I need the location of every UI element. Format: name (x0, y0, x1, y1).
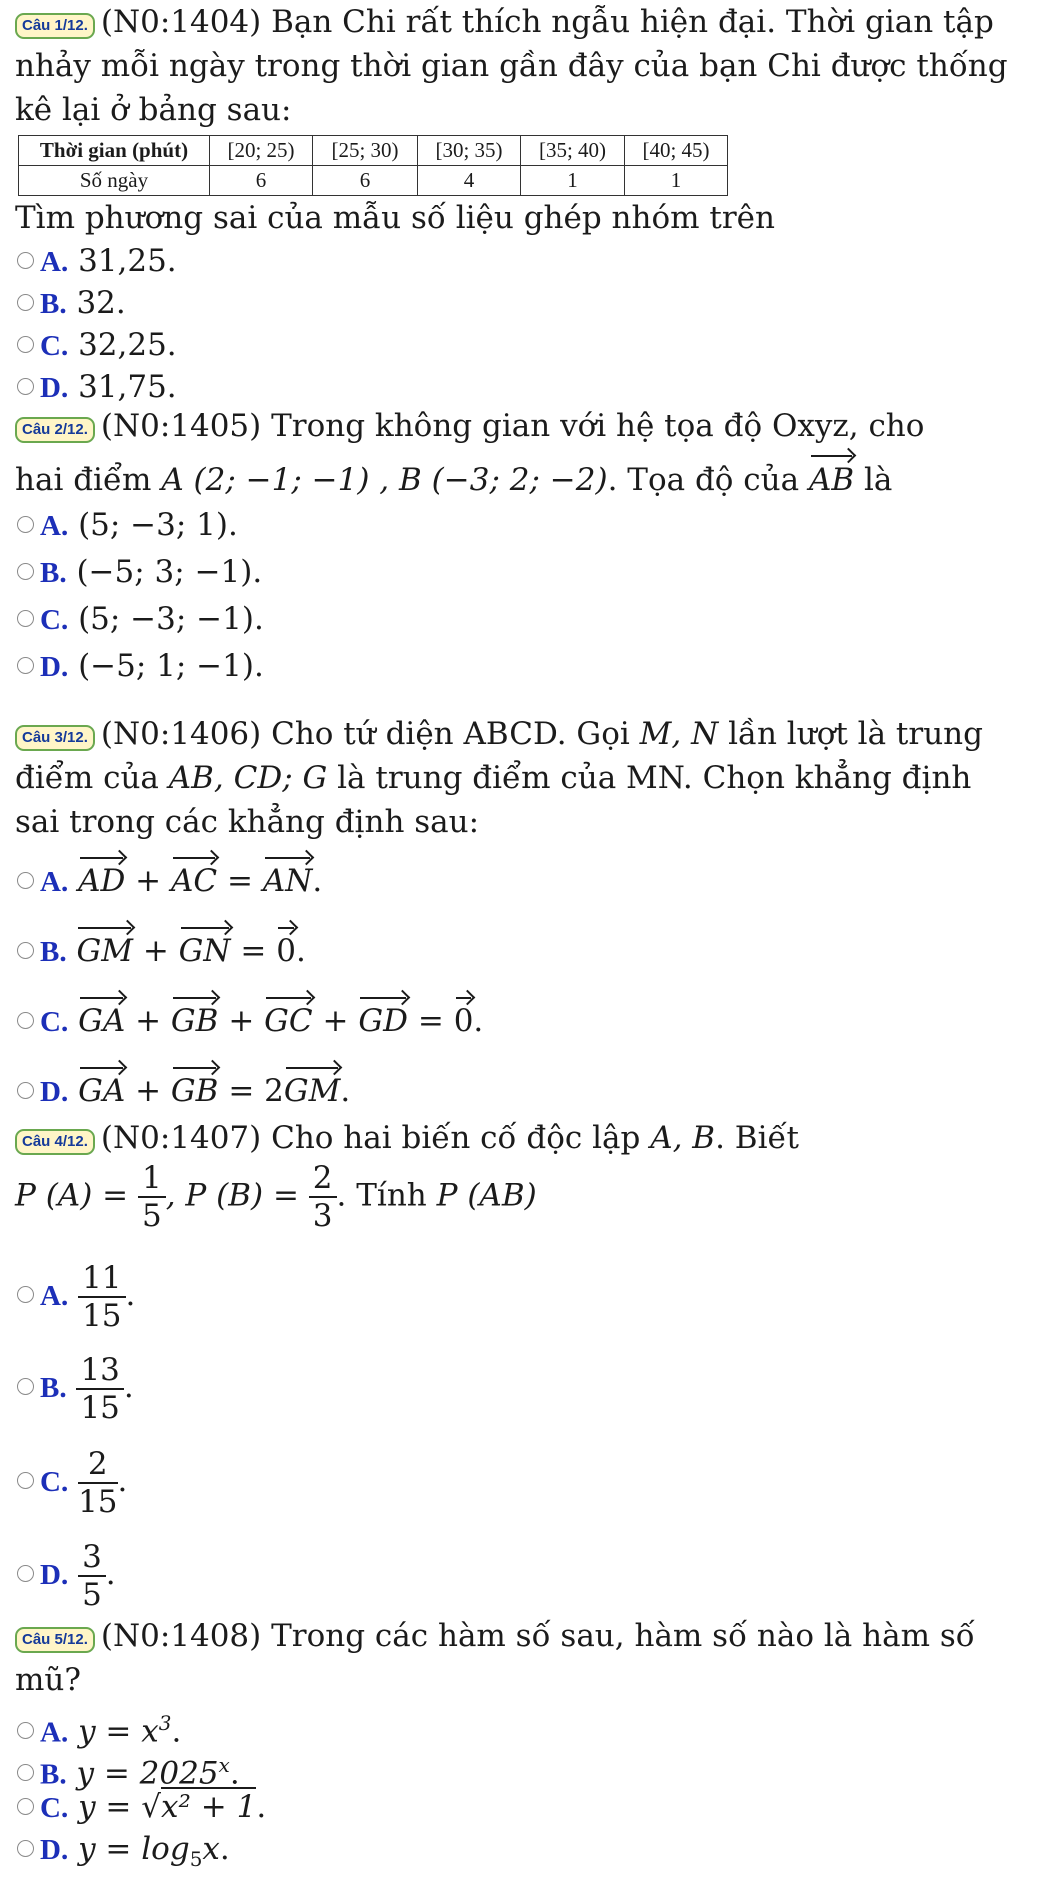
question-4-text: Câu 4/12. (N0:1407) Cho hai biến cố độc lập A, B. Biết (0, 1116, 1049, 1160)
radio-button[interactable] (17, 1722, 34, 1739)
question-5-text: Câu 5/12. (N0:1408) Trong các hàm số sau, hàm số nào là hàm số mũ? (15, 1618, 975, 1698)
option-d[interactable]: D. $\frac{3}{5}$ . (0, 1528, 1049, 1620)
question-badge: Câu 1/12. (15, 13, 95, 39)
question-4 (0, 1116, 1049, 1620)
vector: GD (358, 1000, 408, 1042)
fraction: $\frac{3}{5}$ (78, 1539, 106, 1613)
zero-vector: 0 (454, 1000, 474, 1042)
vector: GA (78, 1070, 125, 1112)
question-5 (0, 1614, 1049, 1870)
table-cell: [30; 35) (418, 136, 521, 166)
question-3 (0, 712, 1049, 1112)
question-3-text: Câu 3/12. (N0:1406) Cho tứ diện ABCD. Gọi M, N lần lượt là trung điểm của AB, CD; G là trung điểm của MN. Chọn khẳng định sai trong các khẳng định sau: (15, 716, 983, 840)
table-cell: 4 (418, 166, 521, 196)
vector: GC (264, 1000, 312, 1042)
option-a[interactable]: A. $\frac{11}{15}$ . (0, 1250, 1049, 1340)
fraction: $\frac{2}{3}$ (309, 1160, 337, 1234)
radio-button[interactable] (17, 1378, 34, 1395)
radio-button[interactable] (17, 1798, 34, 1815)
table-row (19, 136, 728, 166)
question-1 (0, 0, 1049, 408)
radio-button[interactable] (17, 563, 34, 580)
radio-button[interactable] (17, 1840, 34, 1857)
table-cell: 1 (521, 166, 625, 196)
radio-button[interactable] (17, 657, 34, 674)
option-b[interactable]: B. (−5; 3; −1). (0, 551, 1049, 593)
option-a[interactable]: A. AD + AC = AN. (0, 860, 1049, 902)
option-b[interactable]: B. 32. (0, 282, 1049, 324)
radio-button[interactable] (17, 1472, 34, 1489)
vector: GB (171, 1000, 219, 1042)
table-cell: 1 (625, 166, 728, 196)
vector: AD (78, 860, 125, 902)
option-d[interactable]: D. 31,75. (0, 366, 1049, 408)
question-badge: Câu 5/12. (15, 1627, 95, 1653)
vector: GA (78, 1000, 125, 1042)
points-expression: A (2; −1; −1) , B (−3; 2; −2) (161, 462, 608, 498)
question-1-text: Câu 1/12. (N0:1404) Bạn Chi rất thích ngẫu hiện đại. Thời gian tập nhảy mỗi ngày trong thời gian gần đây của bạn Chi được thống kê lại ở bảng sau: (15, 4, 1008, 128)
option-b[interactable]: B. $y = 2025^x$. (0, 1744, 1049, 1786)
option-d[interactable]: D. (−5; 1; −1). (0, 645, 1049, 687)
table-header-cell: Thời gian (phút) (19, 136, 210, 166)
option-c[interactable]: C. GA + GB + GC + GD = 0. (0, 1000, 1049, 1042)
vector: GN (179, 930, 231, 972)
option-a[interactable]: A. $y = x^3$. (0, 1702, 1049, 1744)
table-row (19, 166, 728, 196)
radio-button[interactable] (17, 942, 34, 959)
question-2: Câu 2/12. (N0:1405) Trong không gian với hệ tọa độ Oxyz, cho hai điểm A (2; −1; −1) , B (−3; 2; −2). Tọa độ của AB là A. (5; −3; 1). B. (−5; 3; −1). C. (5; −3; −1). D. (−5; 1; −1). (0, 404, 1049, 687)
vector: GB (171, 1070, 219, 1112)
vector: AC (171, 860, 217, 902)
fraction: $\frac{13}{15}$ (76, 1352, 123, 1426)
table-cell: [20; 25) (210, 136, 313, 166)
radio-button[interactable] (17, 1286, 34, 1303)
option-d[interactable]: D. GA + GB = 2GM. (0, 1070, 1049, 1112)
radio-button[interactable] (17, 1082, 34, 1099)
vector: AN (263, 860, 313, 902)
vector: GM (284, 1070, 341, 1112)
option-c[interactable]: C. (5; −3; −1). (0, 598, 1049, 640)
radio-button[interactable] (17, 516, 34, 533)
question-1-prompt: Tìm phương sai của mẫu số liệu ghép nhóm trên (15, 200, 775, 236)
radio-button[interactable] (17, 872, 34, 889)
option-b[interactable]: B. $\frac{13}{15}$ . (0, 1340, 1049, 1434)
fraction: $\frac{1}{5}$ (138, 1160, 166, 1234)
radio-button[interactable] (17, 252, 34, 269)
option-c[interactable]: C. y = √x² + 1. (0, 1786, 1049, 1828)
question-badge: Câu 3/12. (15, 725, 95, 751)
question-badge: Câu 2/12. (15, 417, 95, 443)
radio-button[interactable] (17, 294, 34, 311)
data-table (18, 135, 728, 196)
table-cell: 6 (313, 166, 418, 196)
fraction: $\frac{11}{15}$ (78, 1260, 125, 1334)
table-cell: 6 (210, 166, 313, 196)
option-a[interactable]: A. (5; −3; 1). (0, 504, 1049, 546)
question-2-text: Câu 2/12. (N0:1405) Trong không gian với hệ tọa độ Oxyz, cho (0, 404, 1049, 448)
radio-button[interactable] (17, 610, 34, 627)
zero-vector: 0 (276, 930, 296, 972)
table-cell: [35; 40) (521, 136, 625, 166)
vector-ab: AB (809, 458, 854, 502)
question-badge: Câu 4/12. (15, 1129, 95, 1155)
table-cell: [25; 30) (313, 136, 418, 166)
radio-button[interactable] (17, 1012, 34, 1029)
table-header-cell: Số ngày (19, 166, 210, 196)
option-b[interactable]: B. GM + GN = 0. (0, 930, 1049, 972)
option-d[interactable]: D. $y = \log_5x$. (0, 1828, 1049, 1870)
vector: GM (76, 930, 133, 972)
probability-line: P (A) = $\frac{1}{5}$ , P (B) = $\frac{2}{3}$ . Tính P (AB) (15, 1160, 537, 1234)
option-c[interactable]: C. 32,25. (0, 324, 1049, 366)
radio-button[interactable] (17, 378, 34, 395)
radio-button[interactable] (17, 1764, 34, 1781)
radio-button[interactable] (17, 1565, 34, 1582)
table-cell: [40; 45) (625, 136, 728, 166)
option-c[interactable]: C. $\frac{2}{15}$ . (0, 1434, 1049, 1528)
radio-button[interactable] (17, 336, 34, 353)
fraction: $\frac{2}{15}$ (78, 1445, 118, 1520)
sqrt-symbol: √ (141, 1789, 162, 1825)
option-a[interactable]: A. 31,25. (0, 240, 1049, 282)
